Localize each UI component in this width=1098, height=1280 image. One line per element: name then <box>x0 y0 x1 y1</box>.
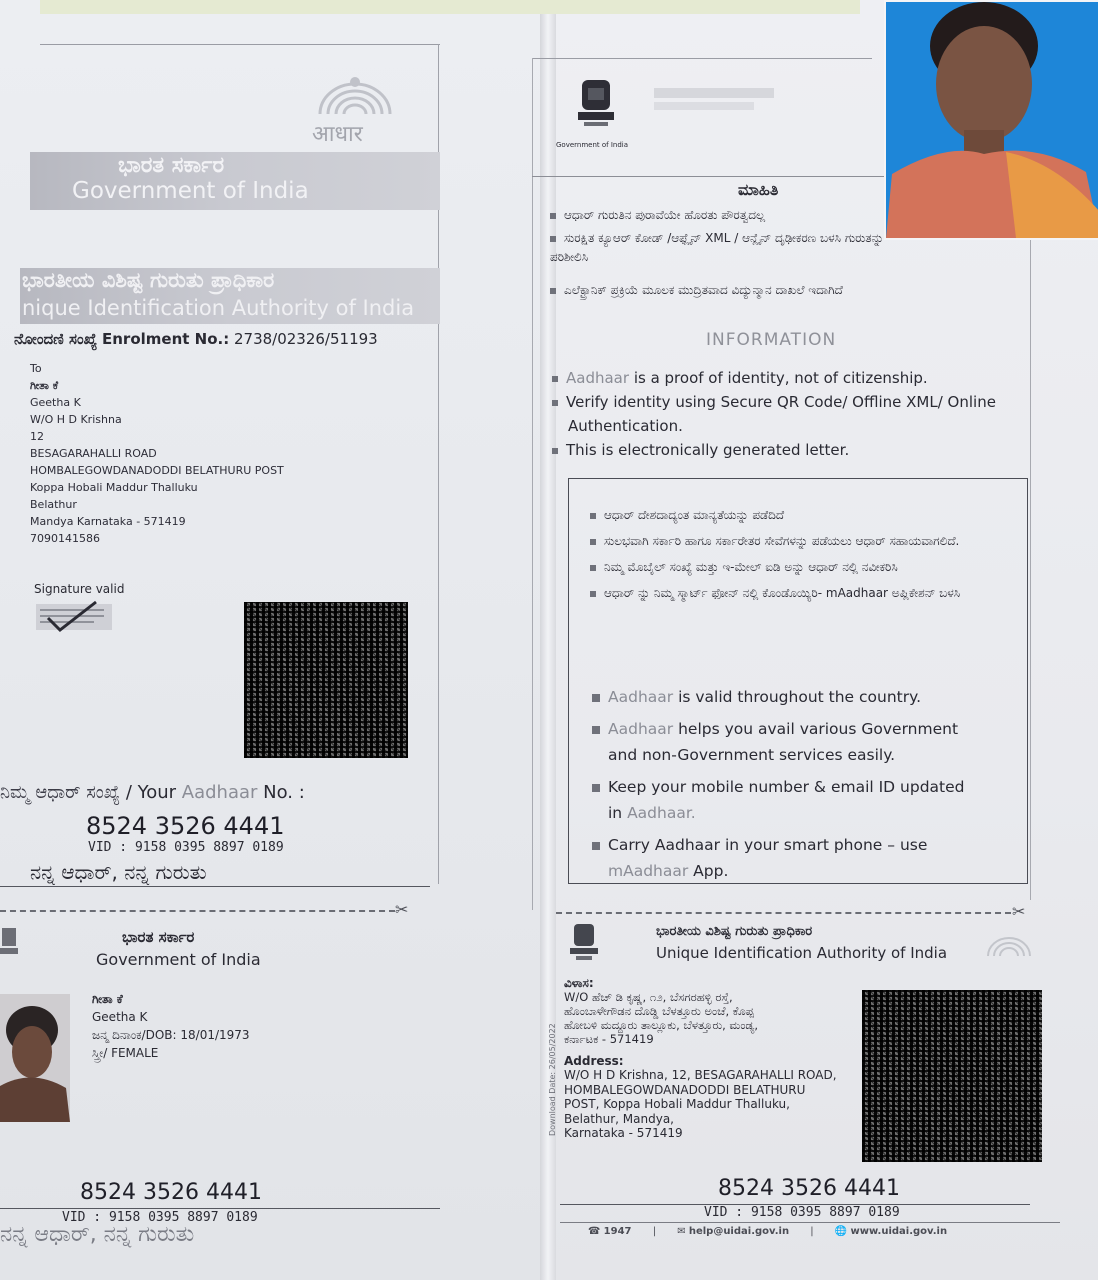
info-english-item: Aadhaar is a proof of identity, not of citizenship. <box>552 366 1022 390</box>
box-english-item: Aadhaar is valid throughout the country. <box>592 684 1012 710</box>
enrolment-number: 2738/02326/51193 <box>233 330 378 348</box>
footer-email: help@uidai.gov.in <box>688 1226 790 1237</box>
recipient-address <box>30 360 284 547</box>
signature-label: Signature valid <box>34 582 125 596</box>
faded-text-block <box>654 88 774 98</box>
address-line: Belathur <box>30 498 77 511</box>
address-english <box>564 1068 837 1141</box>
box-english-item: and non-Government services easily. <box>608 746 896 764</box>
uidai-english: nique Identification Authority of India <box>22 296 415 320</box>
right-top-rule <box>532 58 872 59</box>
info-english-item: Verify identity using Secure QR Code/ Offline XML/ Online <box>552 390 1022 414</box>
enrolment-kannada-label: ನೋಂದಣಿ ಸಂಖ್ಯೆ <box>14 330 98 348</box>
info-english-list <box>552 366 1022 462</box>
box-english-item: Keep your mobile number & email ID updated <box>592 774 1012 800</box>
card-details <box>92 990 250 1062</box>
address-english-label: Address: <box>564 1054 624 1068</box>
enrolment-row <box>14 330 378 348</box>
address-english-line: HOMBALEGOWDANADODDI BELATHURU <box>564 1082 806 1097</box>
address-kannada <box>564 990 758 1046</box>
signature-check-icon <box>34 600 114 636</box>
card-back-vid: VID : 9158 0395 8897 0189 <box>704 1205 900 1220</box>
card-name-kannada: ಗೀತಾ ಕೆ <box>92 992 123 1006</box>
footer-phone: 1947 <box>603 1226 632 1237</box>
box-kannada-item: ಆಧಾರ್ ದೇಶದಾದ್ಯಂತ ಮಾನ್ಯತೆಯನ್ನು ಪಡೆದಿದೆ <box>590 506 1010 524</box>
info-kannada-list <box>550 206 896 300</box>
address-english-line: W/O H D Krishna, 12, BESAGARAHALLI ROAD, <box>564 1068 837 1082</box>
card-uidai-english: Unique Identification Authority of India <box>656 944 948 962</box>
info-kannada-item: ಸುರಕ್ಷಿತ ಕ್ಯೂಆರ್ ಕೋಡ್ /ಆಫ್ಲೈನ್ XML / ಆನ್ಲೈನ್ ದೃಢೀಕರಣ ಬಳಸಿ ಗುರುತನ್ನು ಪರಿಶೀಲಿಸಿ <box>550 231 884 264</box>
download-date: Download Date: 26/05/2022 <box>548 1023 557 1136</box>
address-line: HOMBALEGOWDANADODDI BELATHURU POST <box>30 464 284 477</box>
card-tagline-kannada: ನನ್ನ ಆಧಾರ್, ನನ್ನ ಗುರುತು <box>0 1222 195 1247</box>
box-kannada-list <box>590 506 1010 602</box>
info-kannada-title: ಮಾಹಿತಿ <box>738 180 779 199</box>
address-kannada-label: ವಿಳಾಸ: <box>564 976 594 990</box>
box-kannada-item: ನಿಮ್ಮ ಮೊಬೈಲ್ ಸಂಖ್ಯೆ ಮತ್ತು ಇ-ಮೇಲ್ ಐಡಿ ಅನ್ನು ಆಧಾರ್ ನಲ್ಲಿ ನವೀಕರಿಸಿ <box>590 558 1010 576</box>
info-top-rule <box>532 176 888 177</box>
background-strip <box>40 0 860 14</box>
globe-icon: 🌐 <box>834 1226 848 1237</box>
right-vertical-rule <box>532 58 533 910</box>
box-english-item: Aadhaar helps you avail various Government <box>592 716 1012 742</box>
info-kannada-item: ಆಧಾರ್ ಗುರುತಿನ ಪುರಾವೆಯೇ ಹೊರತು ಪೌರತ್ವದಲ್ಲ <box>550 206 896 225</box>
box-english-item: mAadhaar App. <box>608 862 729 880</box>
emblem-icon <box>574 76 618 136</box>
card-back-aadhaar-number: 8524 3526 4441 <box>718 1176 900 1201</box>
emblem-caption: Government of India <box>556 141 629 149</box>
card-name-english: Geetha K <box>92 1010 148 1024</box>
your-aadhaar-kannada: ನಿಮ್ಮ ಆಧಾರ್ ಸಂಖ್ಯೆ <box>0 782 121 803</box>
gov-english: Government of India <box>72 178 309 204</box>
enrolment-label: Enrolment No.: <box>102 330 230 348</box>
cut-line-left <box>0 910 395 912</box>
your-aadhaar-sep: / Your <box>125 782 177 803</box>
tagline-rule <box>0 886 430 887</box>
box-kannada-item: ಸುಲಭವಾಗಿ ಸರ್ಕಾರಿ ಹಾಗೂ ಸರ್ಕಾರೇತರ ಸೇವೆಗಳನ್ನು ಪಡೆಯಲು ಆಧಾರ್ ಸಹಾಯವಾಗಲಿದೆ. <box>590 532 1010 550</box>
address-kannada-line: W/O ಹೆಚ್ ಡಿ ಕೃಷ್ಣ, ೧೨, ಬೆಸಗರಹಳ್ಳಿ ರಸ್ತೆ, <box>564 990 733 1004</box>
box-english-item: in Aadhaar. <box>608 804 696 822</box>
tagline-kannada: ನನ್ನ ಆಧಾರ್, ನನ್ನ ಗುರುತು <box>30 860 207 884</box>
scissors-icon: ✂ <box>1012 902 1026 921</box>
qr-code-icon <box>862 990 1042 1162</box>
mail-icon: ✉ <box>677 1226 686 1237</box>
vid-number: VID : 9158 0395 8897 0189 <box>88 840 284 855</box>
aadhaar-logo-icon <box>980 930 1038 970</box>
box-english-item: Carry Aadhaar in your smart phone – use <box>592 832 1012 858</box>
card-number-rule <box>0 1208 440 1209</box>
card-back-footer: ☎ 1947 | ✉ help@uidai.gov.in | 🌐 www.uidai.gov.in <box>588 1226 948 1237</box>
emblem-icon <box>568 922 600 966</box>
qr-code-icon <box>244 602 408 758</box>
card-gov-english: Government of India <box>96 950 261 969</box>
info-kannada-item: ಎಲೆಕ್ಟ್ರಾನಿಕ್ ಪ್ರಕ್ರಿಯೆ ಮೂಲಕ ಮುದ್ರಿತವಾದ ವಿದ್ಯುನ್ಮಾನ ದಾಖಲೆ ಇದಾಗಿದೆ <box>550 281 896 300</box>
your-aadhaar-word: Aadhaar <box>181 782 258 803</box>
card-uidai-kannada: ಭಾರತೀಯ ವಿಶಿಷ್ಟ ಗುರುತು ಪ್ರಾಧಿಕಾರ <box>656 924 813 939</box>
address-line: Koppa Hobali Maddur Thalluku <box>30 481 198 494</box>
address-line: BESAGARAHALLI ROAD <box>30 447 157 460</box>
top-rule <box>40 44 440 45</box>
phone-icon: ☎ <box>588 1226 601 1237</box>
faded-text-block <box>654 102 754 110</box>
card-vid: VID : 9158 0395 8897 0189 <box>62 1210 258 1225</box>
info-english-title: INFORMATION <box>706 330 837 350</box>
card-photo <box>0 994 70 1122</box>
info-english-item: This is electronically generated letter. <box>552 438 1022 462</box>
address-english-line: Belathur, Mandya, <box>564 1111 674 1126</box>
your-aadhaar-no-label: No. : <box>263 782 305 803</box>
footer-rule <box>560 1222 1060 1223</box>
aadhaar-logo-text: आधार <box>312 122 363 147</box>
right-outer-rule <box>1030 230 1031 900</box>
address-line: W/O H D Krishna <box>30 413 122 426</box>
info-english-item: Authentication. <box>568 417 683 435</box>
address-line: Geetha K <box>30 396 81 409</box>
emblem-icon <box>0 924 18 964</box>
address-line: To <box>30 362 42 375</box>
address-line: 12 <box>30 430 44 443</box>
card-aadhaar-number: 8524 3526 4441 <box>80 1180 262 1205</box>
address-kannada-line: ಕರ್ನಾಟಕ - 571419 <box>564 1032 654 1046</box>
address-line: Mandya Karnataka - 571419 <box>30 515 186 528</box>
footer-web: www.uidai.gov.in <box>850 1226 948 1237</box>
aadhaar-number: 8524 3526 4441 <box>86 812 285 840</box>
gov-kannada: ಭಾರತ ಸರ್ಕಾರ <box>118 153 225 178</box>
address-english-line: Karnataka - 571419 <box>564 1126 683 1140</box>
card-gov-kannada: ಭಾರತ ಸರ್ಕಾರ <box>122 928 195 946</box>
address-english-line: POST, Koppa Hobali Maddur Thalluku, <box>564 1097 790 1111</box>
your-aadhaar-label <box>0 782 305 803</box>
cut-line-right <box>556 912 1011 914</box>
box-kannada-item: ಆಧಾರ್ ನ್ನು ನಿಮ್ಮ ಸ್ಮಾರ್ಟ್ ಫೋನ್ ನಲ್ಲಿ ಕೊಂಡೊಯ್ಯಿರಿ- mAadhaar ಅಪ್ಲಿಕೇಶನ್ ಬಳಸಿ <box>590 584 1010 602</box>
box-english-list <box>592 684 1012 884</box>
address-kannada-line: ಹೊಂಬಾಳೇಗೌಡನ ದೊಡ್ಡಿ ಬೆಳತ್ತೂರು ಅಂಚೆ, ಕೊಪ್ಪ <box>564 1004 754 1018</box>
address-line: ಗೀತಾ ಕೆ <box>30 379 59 392</box>
scissors-icon: ✂ <box>395 900 409 919</box>
card-dob: ಜನ್ಮ ದಿನಾಂಕ/DOB: 18/01/1973 <box>92 1028 250 1042</box>
address-kannada-line: ಹೋಬಳಿ ಮದ್ದೂರು ತಾಲ್ಲೂಕು, ಬೆಳತ್ತೂರು, ಮಂಡ್ಯ, <box>564 1018 759 1032</box>
card-gender: ಸ್ತ್ರೀ/ FEMALE <box>92 1046 159 1060</box>
applicant-photo <box>884 0 1098 240</box>
uidai-kannada: ಭಾರತೀಯ ವಿಶಿಷ್ಟ ಗುರುತು ಪ್ರಾಧಿಕಾರ <box>22 268 275 292</box>
address-line: 7090141586 <box>30 532 100 545</box>
